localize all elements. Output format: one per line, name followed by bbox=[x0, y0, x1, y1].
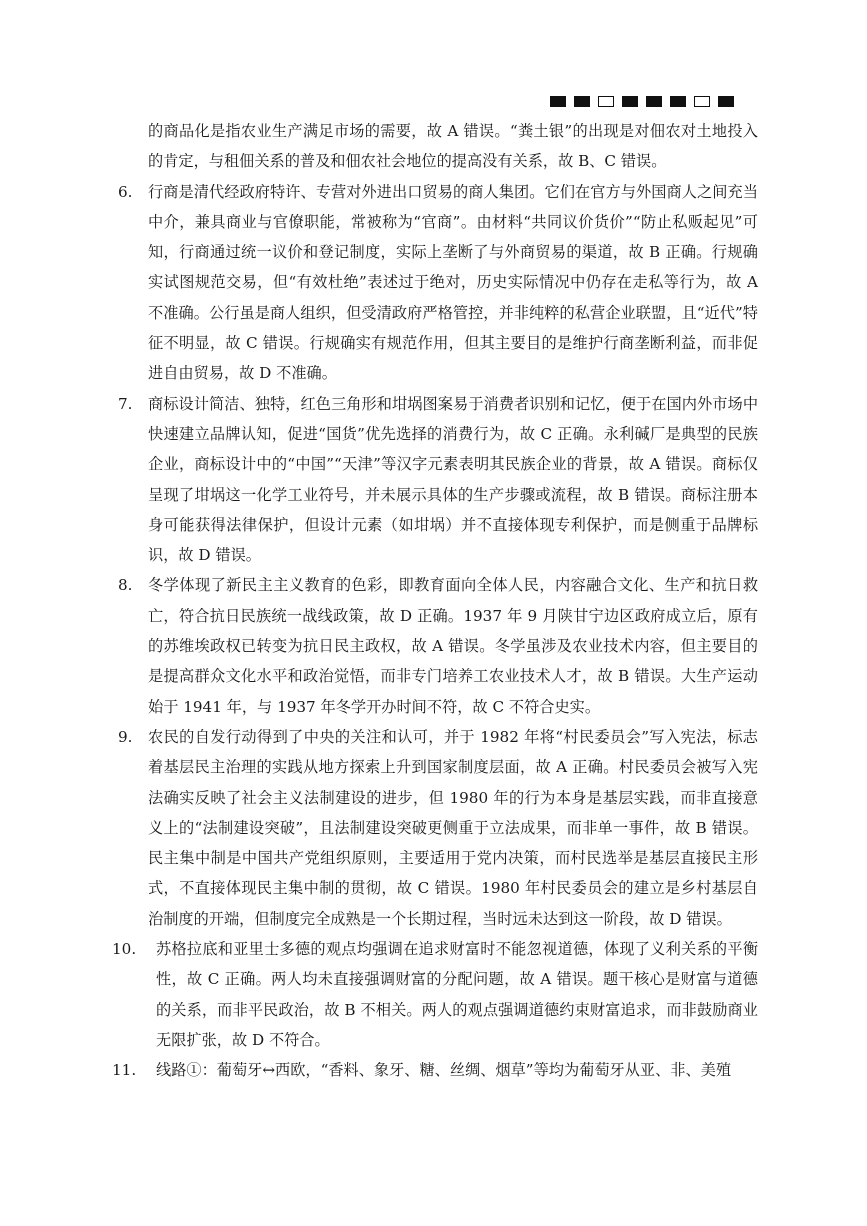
item-9 bbox=[118, 722, 758, 934]
item-number: 7. bbox=[118, 394, 133, 413]
paragraph-text: 苏格拉底和亚里士多德的观点均强调在追求财富时不能忽视道德，体现了义利关系的平衡性，故 C 正确。两人均未直接强调财富的分配问题，故 A 错误。题干核心是财富与道德的关系，而非平民政治，故 B 不相关。两人的观点强调道德约束财富追求，而非鼓励商业无限扩张，故 D 不符合。 bbox=[156, 940, 758, 1049]
paragraph-text: 冬学体现了新民主主义教育的色彩，即教育面向全体人民，内容融合文化、生产和抗日救亡，符合抗日民族统一战线政策，故 D 正确。1937 年 9 月陕甘宁边区政府成立后，原有的苏维埃政权已转变为抗日民主政权，故 A 错误。冬学虽涉及农业技术内容，但主要目的是提高群众文化水平和政治觉悟，而非专门培养工农业技术人才，故 B 错误。大生产运动始于 1941 年，与 1937 年冬学开办时间不符，故 C 不符合史实。 bbox=[148, 576, 758, 716]
item-8 bbox=[118, 570, 758, 721]
item-6 bbox=[118, 177, 758, 389]
item-number: 11. bbox=[112, 1061, 137, 1080]
item-10 bbox=[112, 934, 758, 1055]
item-number: 9. bbox=[118, 727, 133, 746]
paragraph-continuation bbox=[118, 116, 758, 177]
paragraph-text: 行商是清代经政府特许、专营对外进出口贸易的商人集团。它们在官方与外国商人之间充当中介，兼具商业与官僚职能，常被称为“官商”。由材料“共同议价货价”“防止私贩起见”可知，行商通过统一议价和登记制度，实际上垄断了与外商贸易的渠道，故 B 正确。行规确实试图规范交易，但“有效杜绝”表述过于绝对，历史实际情况中仍存在走私等行为，故 A 不准确。公行虽是商人组织，但受清政府严格管控，并非纯粹的私营企业联盟，且“近代”特征不明显，故 C 错误。行规确实有规范作用，但其主要目的是维护行商垄断利益，而非促进自由贸易，故 D 不准确。 bbox=[148, 182, 758, 383]
answer-explanations bbox=[112, 116, 758, 1086]
mark-3 bbox=[598, 96, 614, 107]
paragraph-text: 农民的自发行动得到了中央的关注和认可，并于 1982 年将“村民委员会”写入宪法，标志着基层民主治理的实践从地方探索上升到国家制度层面，故 A 正确。村民委员会被写入宪法确实反映了社会主义法制建设的进步，但 1980 年的行为本身是基层实践，而非直接意义上的“法制建设突破”，且法制建设突破更侧重于立法成果，而非单一事件，故 B 错误。民主集中制是中国共产党组织原则，主要适用于党内决策，而村民选举是基层直接民主形式，不直接体现民主集中制的贯彻，故 C 错误。1980 年村民委员会的建立是乡村基层自治制度的开端，但制度完全成熟是一个长期过程，当时远未达到这一阶段，故 D 错误。 bbox=[148, 727, 758, 928]
item-number: 6. bbox=[118, 182, 133, 201]
section-marks bbox=[550, 96, 734, 107]
item-number: 8. bbox=[118, 576, 133, 595]
mark-7 bbox=[694, 96, 710, 107]
paragraph-text: 商标设计简洁、独特，红色三角形和坩埚图案易于消费者识别和记忆，便于在国内外市场中快速建立品牌认知，促进“国货”优先选择的消费行为，故 C 正确。永利碱厂是典型的民族企业，商标设计中的“中国”“天津”等汉字元素表明其民族企业的背景，故 A 错误。商标仅呈现了坩埚这一化学工业符号，并未展示具体的生产步骤或流程，故 B 错误。商标注册本身可能获得法律保护，但设计元素（如坩埚）并不直接体现专利保护，而是侧重于品牌标识，故 D 错误。 bbox=[148, 394, 758, 565]
paragraph-text: 线路①：葡萄牙↔西欧，“香料、象牙、糖、丝绸、烟草”等均为葡萄牙从亚、非、美殖 bbox=[156, 1061, 732, 1080]
mark-5 bbox=[646, 96, 662, 107]
item-11 bbox=[112, 1055, 758, 1085]
mark-8 bbox=[718, 96, 734, 107]
mark-4 bbox=[622, 96, 638, 107]
item-number: 10. bbox=[112, 940, 137, 959]
mark-1 bbox=[550, 96, 566, 107]
paragraph-text: 的商品化是指农业生产满足市场的需要，故 A 错误。“粪土银”的出现是对佃农对土地投入的肯定，与租佃关系的普及和佃农社会地位的提高没有关系，故 B、C 错误。 bbox=[148, 122, 758, 171]
item-7 bbox=[118, 389, 758, 571]
mark-6 bbox=[670, 96, 686, 107]
mark-2 bbox=[574, 96, 590, 107]
